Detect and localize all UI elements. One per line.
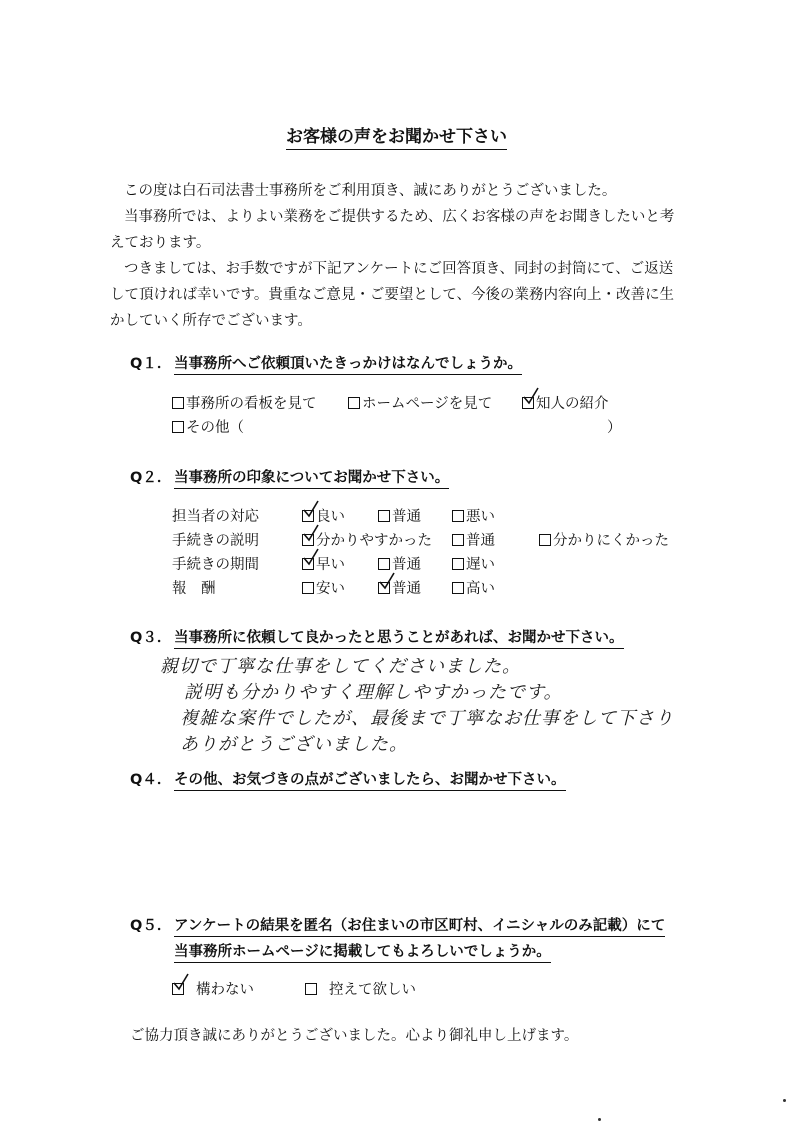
q1-option-signboard[interactable]: 事務所の看板を見て — [172, 392, 317, 413]
q1-option-other[interactable]: その他（ — [172, 416, 244, 437]
checkbox-checked[interactable] — [302, 558, 314, 570]
question-number: Q３． — [130, 630, 172, 646]
check-mark-icon — [378, 571, 396, 591]
q2-option[interactable]: 分かりやすかった — [302, 529, 432, 550]
question-text: 当事務所の印象についてお聞かせ下さい。 — [174, 470, 449, 489]
handwritten-answer-line: 親切で丁寧な仕事をしてくださいました。 — [160, 656, 521, 677]
checkbox[interactable] — [539, 534, 551, 546]
handwritten-answer-line: ありがとうございました。 — [180, 734, 408, 755]
q2-row-label: 手続きの期間 — [172, 557, 259, 573]
check-mark-icon — [302, 499, 320, 519]
q2-option[interactable]: 普通 — [378, 553, 421, 574]
question-text-line-2: 当事務所ホームページに掲載してもよろしいでしょうか。 — [174, 944, 551, 963]
question-number: Q２． — [130, 470, 172, 486]
checkbox[interactable] — [172, 397, 184, 409]
checkbox[interactable] — [305, 983, 317, 995]
question-1 — [130, 352, 522, 373]
checkbox[interactable] — [452, 510, 464, 522]
question-text: 当事務所に依頼して良かったと思うことがあれば、お聞かせ下さい。 — [174, 630, 624, 649]
q2-row-label: 手続きの説明 — [172, 533, 259, 549]
checkbox-checked[interactable] — [172, 983, 184, 995]
q5-option-ok[interactable]: 構わない — [172, 978, 254, 999]
page-title: お客様の声をお聞かせ下さい — [0, 122, 793, 147]
checkbox[interactable] — [302, 582, 314, 594]
question-text: 当事務所へご依頼頂いたきっかけはなんでしょうか。 — [174, 356, 522, 375]
checkbox[interactable] — [452, 558, 464, 570]
intro-paragraph-3: つきましては、お手数ですが下記アンケートにご回答頂き、同封の封筒にて、ご返送して頂ければ幸いです。貴重なご意見・ご要望として、今後の業務内容向上・改善に生かしていく所存でございます。 — [110, 261, 675, 329]
question-number: Q１． — [130, 356, 172, 372]
checkbox[interactable] — [378, 558, 390, 570]
q2-option[interactable]: 良い — [302, 505, 345, 526]
q2-option[interactable]: 普通 — [452, 529, 495, 550]
q2-option[interactable]: 悪い — [452, 505, 495, 526]
q2-option[interactable]: 早い — [302, 553, 345, 574]
check-mark-icon — [302, 547, 320, 567]
question-5-line-2 — [174, 940, 551, 961]
q1-option-referral[interactable]: 知人の紹介 — [522, 392, 609, 413]
question-4 — [130, 768, 566, 789]
question-2 — [130, 466, 449, 487]
checkbox[interactable] — [452, 534, 464, 546]
checkbox-checked[interactable] — [302, 534, 314, 546]
checkbox[interactable] — [452, 582, 464, 594]
q1-other-close-paren: ） — [607, 420, 622, 436]
q2-option[interactable]: 安い — [302, 577, 345, 598]
closing-text: ご協力頂き誠にありがとうございました。心より御礼申し上げます。 — [130, 1028, 579, 1044]
q5-option-decline[interactable]: 控えて欲しい — [305, 978, 416, 999]
q2-option[interactable]: 遅い — [452, 553, 495, 574]
question-text: その他、お気づきの点がございましたら、お聞かせ下さい。 — [174, 772, 566, 791]
checkbox-checked[interactable] — [522, 397, 534, 409]
question-5 — [130, 914, 665, 935]
q2-option[interactable]: 普通 — [378, 577, 421, 598]
checkbox[interactable] — [348, 397, 360, 409]
intro-paragraph-1: この度は白石司法書士事務所をご利用頂き、誠にありがとうございました。 — [124, 183, 617, 199]
check-mark-icon — [172, 972, 190, 992]
q2-row-label: 担当者の対応 — [172, 509, 259, 525]
handwritten-answer-line: 複雑な案件でしたが、最後まで丁寧なお仕事をして下さり — [180, 708, 674, 729]
checkbox[interactable] — [172, 421, 184, 433]
checkbox[interactable] — [378, 510, 390, 522]
question-number: Q５． — [130, 918, 172, 934]
q1-option-homepage[interactable]: ホームページを見て — [348, 392, 492, 413]
checkbox-checked[interactable] — [378, 582, 390, 594]
checkbox-checked[interactable] — [302, 510, 314, 522]
question-number: Q４． — [130, 772, 172, 788]
q2-option[interactable]: 分かりにくかった — [539, 529, 669, 550]
check-mark-icon — [302, 523, 320, 543]
scan-speck — [598, 1118, 601, 1121]
intro-paragraph-2: 当事務所では、よりよい業務をご提供するため、広くお客様の声をお聞きしたいと考えております。 — [110, 209, 675, 251]
q2-option[interactable]: 高い — [452, 577, 495, 598]
question-text-line-1: アンケートの結果を匿名（お住まいの市区町村、イニシャルのみ記載）にて — [174, 918, 665, 937]
q2-row-label: 報 酬 — [172, 581, 216, 597]
handwritten-answer-line: 説明も分かりやすく理解しやすかったです。 — [184, 682, 563, 703]
scan-speck — [783, 1099, 786, 1102]
question-3 — [130, 626, 624, 647]
q2-option[interactable]: 普通 — [378, 505, 421, 526]
check-mark-icon — [522, 386, 540, 406]
